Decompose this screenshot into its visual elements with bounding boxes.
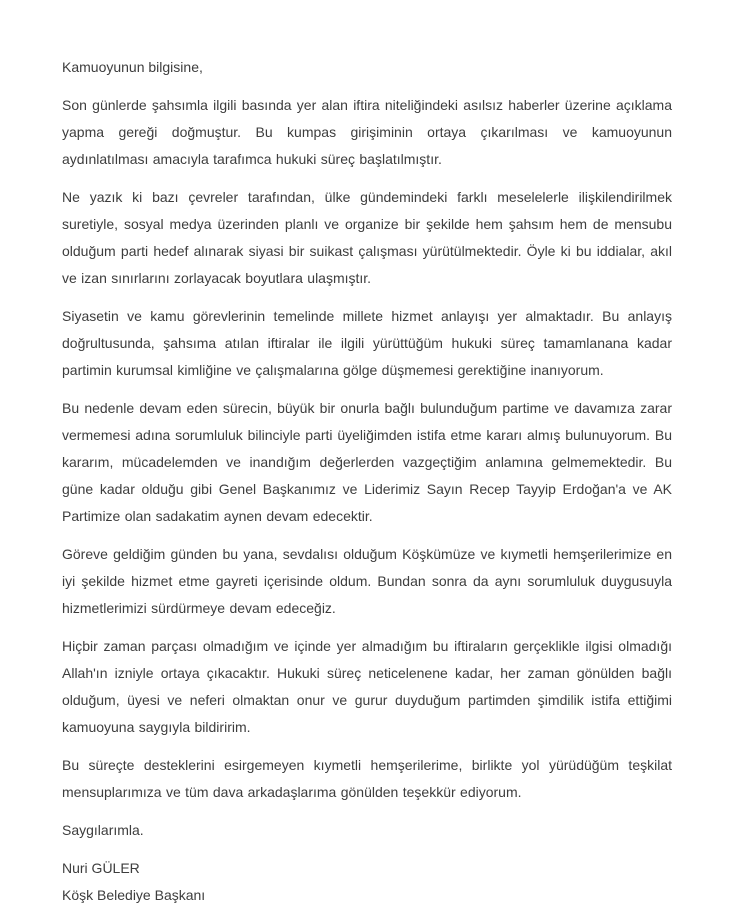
letter-paragraph-3: Siyasetin ve kamu görevlerinin temelinde millete hizmet anlayışı yer almaktadır. Bu anlayış doğrultusunda, şahsıma atılan iftiralar ile ilgili yürüttüğüm hukuki süreç tamamlanana kadar partimin kurumsal kimliğine ve çalışmalarına gölge düşmemesi gerektiğine inanıyorum. (62, 308, 672, 378)
signature-title: Köşk Belediye Başkanı (62, 887, 206, 903)
letter-paragraph-4: Bu nedenle devam eden sürecin, büyük bir onurla bağlı bulunduğum partime ve davamıza zarar vermemesi adına sorumluluk bilinciyle parti üyeliğimden istifa etme kararı almış bulunuyorum. Bu kararım, mücadelemden ve inandığım değerlerden vazgeçtiğim anlamına gelmemektedir. Bu güne kadar olduğu gibi Genel Başkanımız ve Liderimiz Sayın Recep Tayyip Erdoğan'a ve AK Partimize olan sadakatim aynen devam edecektir. (62, 400, 672, 524)
letter-paragraph-6: Hiçbir zaman parçası olmadığım ve içinde yer almadığım bu iftiraların gerçeklikle ilgisi olmadığı Allah'ın izniyle ortaya çıkacaktır. Hukuki süreç neticelenene kadar, her zaman gönülden bağlı olduğum, üyesi ve neferi olmaktan onur ve gurur duyduğum partimden şimdilik istifa ettiğimi kamuoyuna saygıyla bildiririm. (62, 638, 672, 735)
letter-paragraph-2: Ne yazık ki bazı çevreler tarafından, ülke gündemindeki farklı meselelerle ilişkilendirilmek suretiyle, sosyal medya üzerinden planlı ve organize bir şekilde hem şahsım hem de mensubu olduğum parti hedef alınarak siyasi bir suikast çalışması yürütülmektedir. Öyle ki bu iddialar, akıl ve izan sınırlarını zorlayacak boyutlara ulaşmıştır. (62, 189, 672, 286)
signature-name: Nuri GÜLER (62, 860, 140, 876)
closing-salutation: Saygılarımla. (62, 822, 144, 838)
letter-paragraph-7: Bu süreçte desteklerini esirgemeyen kıymetli hemşerilerime, birlikte yol yürüdüğüm teşkilat mensuplarımıza ve tüm dava arkadaşlarıma gönülden teşekkür ediyorum. (62, 757, 672, 800)
salutation: Kamuoyunun bilgisine, (62, 59, 203, 75)
signature-block (62, 855, 672, 909)
letter-paragraph-5: Göreve geldiğim günden bu yana, sevdalısı olduğum Köşkümüze ve kıymetli hemşerilerimize en iyi şekilde hizmet etme gayreti içerisinde oldum. Bundan sonra da aynı sorumluluk duygusuyla hizmetlerimizi sürdürmeye devam edeceğiz. (62, 546, 672, 616)
letter-paragraph-1: Son günlerde şahsımla ilgili basında yer alan iftira niteliğindeki asılsız haberler üzerine açıklama yapma gereği doğmuştur. Bu kumpas girişiminin ortaya çıkarılması ve kamuoyunun aydınlatılması amacıyla tarafımca hukuki süreç başlatılmıştır. (62, 97, 672, 167)
